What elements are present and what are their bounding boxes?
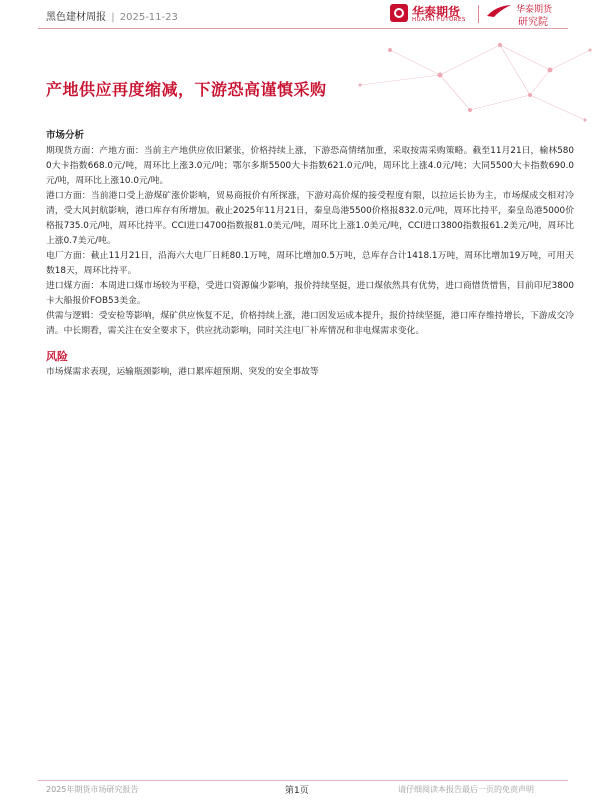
- footer-report-label: 2025年期货市场研究报告: [46, 785, 139, 794]
- spot-paragraph: 期现货方面：产地方面：当前主产地供应依旧紧张，价格持续上涨，下游恐高情绪加重，采取按需采购策略。截至11月21日，榆林5800大卡指数668.0元/吨，周环比上涨3.0元/吨；鄂尔多斯5500大卡指数621.0元/吨，周环比上涨4.0元/吨；大同5500大卡指数690.0元/吨，周环比上涨10.0元/吨。: [46, 146, 574, 186]
- page-header: [0, 0, 600, 28]
- footer-divider-line: [38, 780, 568, 781]
- huatai-logo-icon: [390, 4, 408, 22]
- disclaimer-notice: 请仔细阅读本报告最后一页的免责声明: [398, 785, 534, 794]
- logo-divider: [478, 5, 479, 23]
- research-institute-logo: [486, 2, 566, 26]
- market-analysis-heading: 市场分析: [46, 130, 85, 141]
- header-separator: |: [111, 12, 115, 23]
- institute-swoosh-icon: [486, 4, 512, 18]
- page-number: 第1页: [285, 786, 309, 796]
- report-body: [46, 128, 574, 380]
- header-divider-line: [38, 28, 568, 29]
- report-header-title: [46, 8, 178, 23]
- decorative-network-graphic: [300, 30, 600, 140]
- logo-en-text: HUATAI FUTURES: [412, 17, 466, 23]
- power-plant-paragraph: 电厂方面：截止11月21日，沿海六大电厂日耗80.1万吨，周环比增加0.5万吨，总库存合计1418.1万吨，周环比增加19万吨，可用天数18天，周环比持平。: [46, 251, 574, 276]
- risk-text: 市场煤需求表现，运输瓶颈影响，港口累库超预期、突发的安全事故等: [46, 367, 319, 377]
- port-paragraph: 港口方面：当前港口受上游煤矿涨价影响，贸易商报价有所探涨，下游对高价煤的接受程度有限，以拉运长协为主，市场煤成交相对冷清，受大风封航影响，港口库存有所增加。截止2025年11月21日，秦皇岛港5500价格报832.0元/吨，周环比持平，秦皇岛港5000价格报735.0元/吨，周环比持平。CCI进口4700指数报81.0美元/吨，周环比上涨1.0美元/吨，CCI进口3800指数报61.2美元/吨，周环比上涨0.7美元/吨。: [46, 191, 574, 246]
- logo-cn-text: 华泰期货: [412, 5, 461, 19]
- report-title: 产地供应再度缩减，下游恐高谨慎采购: [46, 80, 327, 99]
- supply-demand-paragraph: 供需与逻辑：受安检等影响，煤矿供应恢复不足，价格持续上涨，港口因发运成本提升，报价持续坚挺，港口库存维持增长，下游成交冷清。中长期看，需关注在安全要求下，供应扰动影响，同时关注电厂补库情况和非电煤需求变化。: [46, 311, 574, 336]
- institute-name-line2: 研究院: [518, 17, 548, 28]
- report-name: 黑色建材周报: [46, 12, 106, 23]
- report-date: 2025-11-23: [119, 12, 178, 23]
- import-coal-paragraph: 进口煤方面：本周进口煤市场较为平稳，受进口资源偏少影响，报价持续坚挺，进口煤依然具有优势，进口商惜货惜售，目前印尼3800卡大船报价FOB53美金。: [46, 281, 574, 306]
- risk-heading: 风险: [46, 350, 68, 363]
- huatai-futures-logo: [390, 3, 470, 25]
- institute-name-line1: 华泰期货: [516, 5, 553, 15]
